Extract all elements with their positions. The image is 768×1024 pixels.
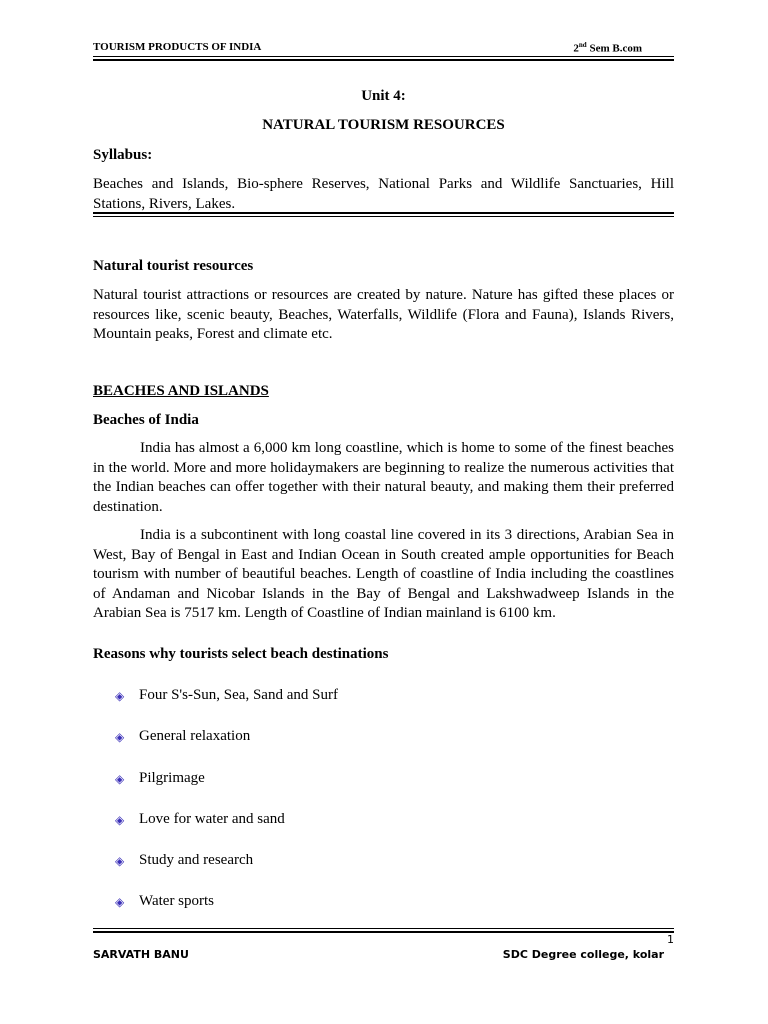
list-item: ◈ Water sports [115,892,615,933]
beaches-subheading: Beaches of India [93,412,199,428]
footer-author: SARVATH BANU [93,948,189,961]
list-item: ◈ General relaxation [115,727,615,768]
diamond-bullet-icon: ◈ [115,689,125,703]
header-course-title: TOURISM PRODUCTS OF INDIA [93,41,262,53]
footer-rule-thin [93,928,674,929]
natural-resources-text: Natural tourist attractions or resources are created by nature. Nature has gifted these places or resources like, scenic beauty, Beaches, Waterfalls, Wildlife (Flora and Fauna), Islands Rivers, Mountain peaks, Forest and climate etc. [93,287,674,342]
header-rule-thick [93,59,674,61]
section-rule-thin [93,216,674,217]
beaches-paragraph-2: India is a subcontinent with long coastal line covered in its 3 directions, Arabian Sea in West, Bay of Bengal in East and Indian Ocean in South created ample opportunities for Beach tourism with number of beautiful beaches. Length of coastline of India including the coastlines of Andaman and Nicobar Islands in the Bay of Bengal and Lakshwadweep Islands in the Arabian Sea is 7517 km. Length of Coastline of Indian mainland is 6100 km. [93,527,674,621]
syllabus-heading: Syllabus: [93,147,153,163]
page-number: 1 [667,933,674,946]
list-item: ◈ Study and research [115,851,615,892]
list-item: ◈ Pilgrimage [115,769,615,810]
diamond-bullet-icon: ◈ [115,854,125,869]
header-rule-thin [93,56,674,57]
footer-rule-thick [93,931,674,933]
diamond-bullet-icon: ◈ [115,730,125,745]
footer-institution: SDC Degree college, kolar [502,948,664,961]
diamond-bullet-icon: ◈ [115,771,125,786]
beaches-section-heading: BEACHES AND ISLANDS [93,383,269,399]
header-semester: 2nd Sem B.com [573,41,642,55]
section-rule-thick [93,212,674,214]
diamond-bullet-icon: ◈ [115,895,125,910]
syllabus-text: Beaches and Islands, Bio-sphere Reserves, National Parks and Wildlife Sanctuaries, Hill Stations, Rivers, Lakes. [93,176,674,212]
document-page [93,0,674,1024]
list-item: ◈ Four S's-Sun, Sea, Sand and Surf [115,686,615,727]
reasons-heading: Reasons why tourists select beach destinations [93,646,389,662]
list-item: ◈ Love for water and sand [115,810,615,851]
beaches-paragraph-1: India has almost a 6,000 km long coastline, which is home to some of the finest beaches in the world. More and more holidaymakers are beginning to realize the numerous activities that the Indian beaches can offer together with their natural beauty, and making them their preferred destination. [93,440,674,515]
natural-resources-heading: Natural tourist resources [93,258,254,274]
unit-title: NATURAL TOURISM RESOURCES [262,117,505,133]
unit-number: Unit 4: [361,88,406,104]
reasons-list [115,686,615,934]
diamond-bullet-icon: ◈ [115,812,125,827]
